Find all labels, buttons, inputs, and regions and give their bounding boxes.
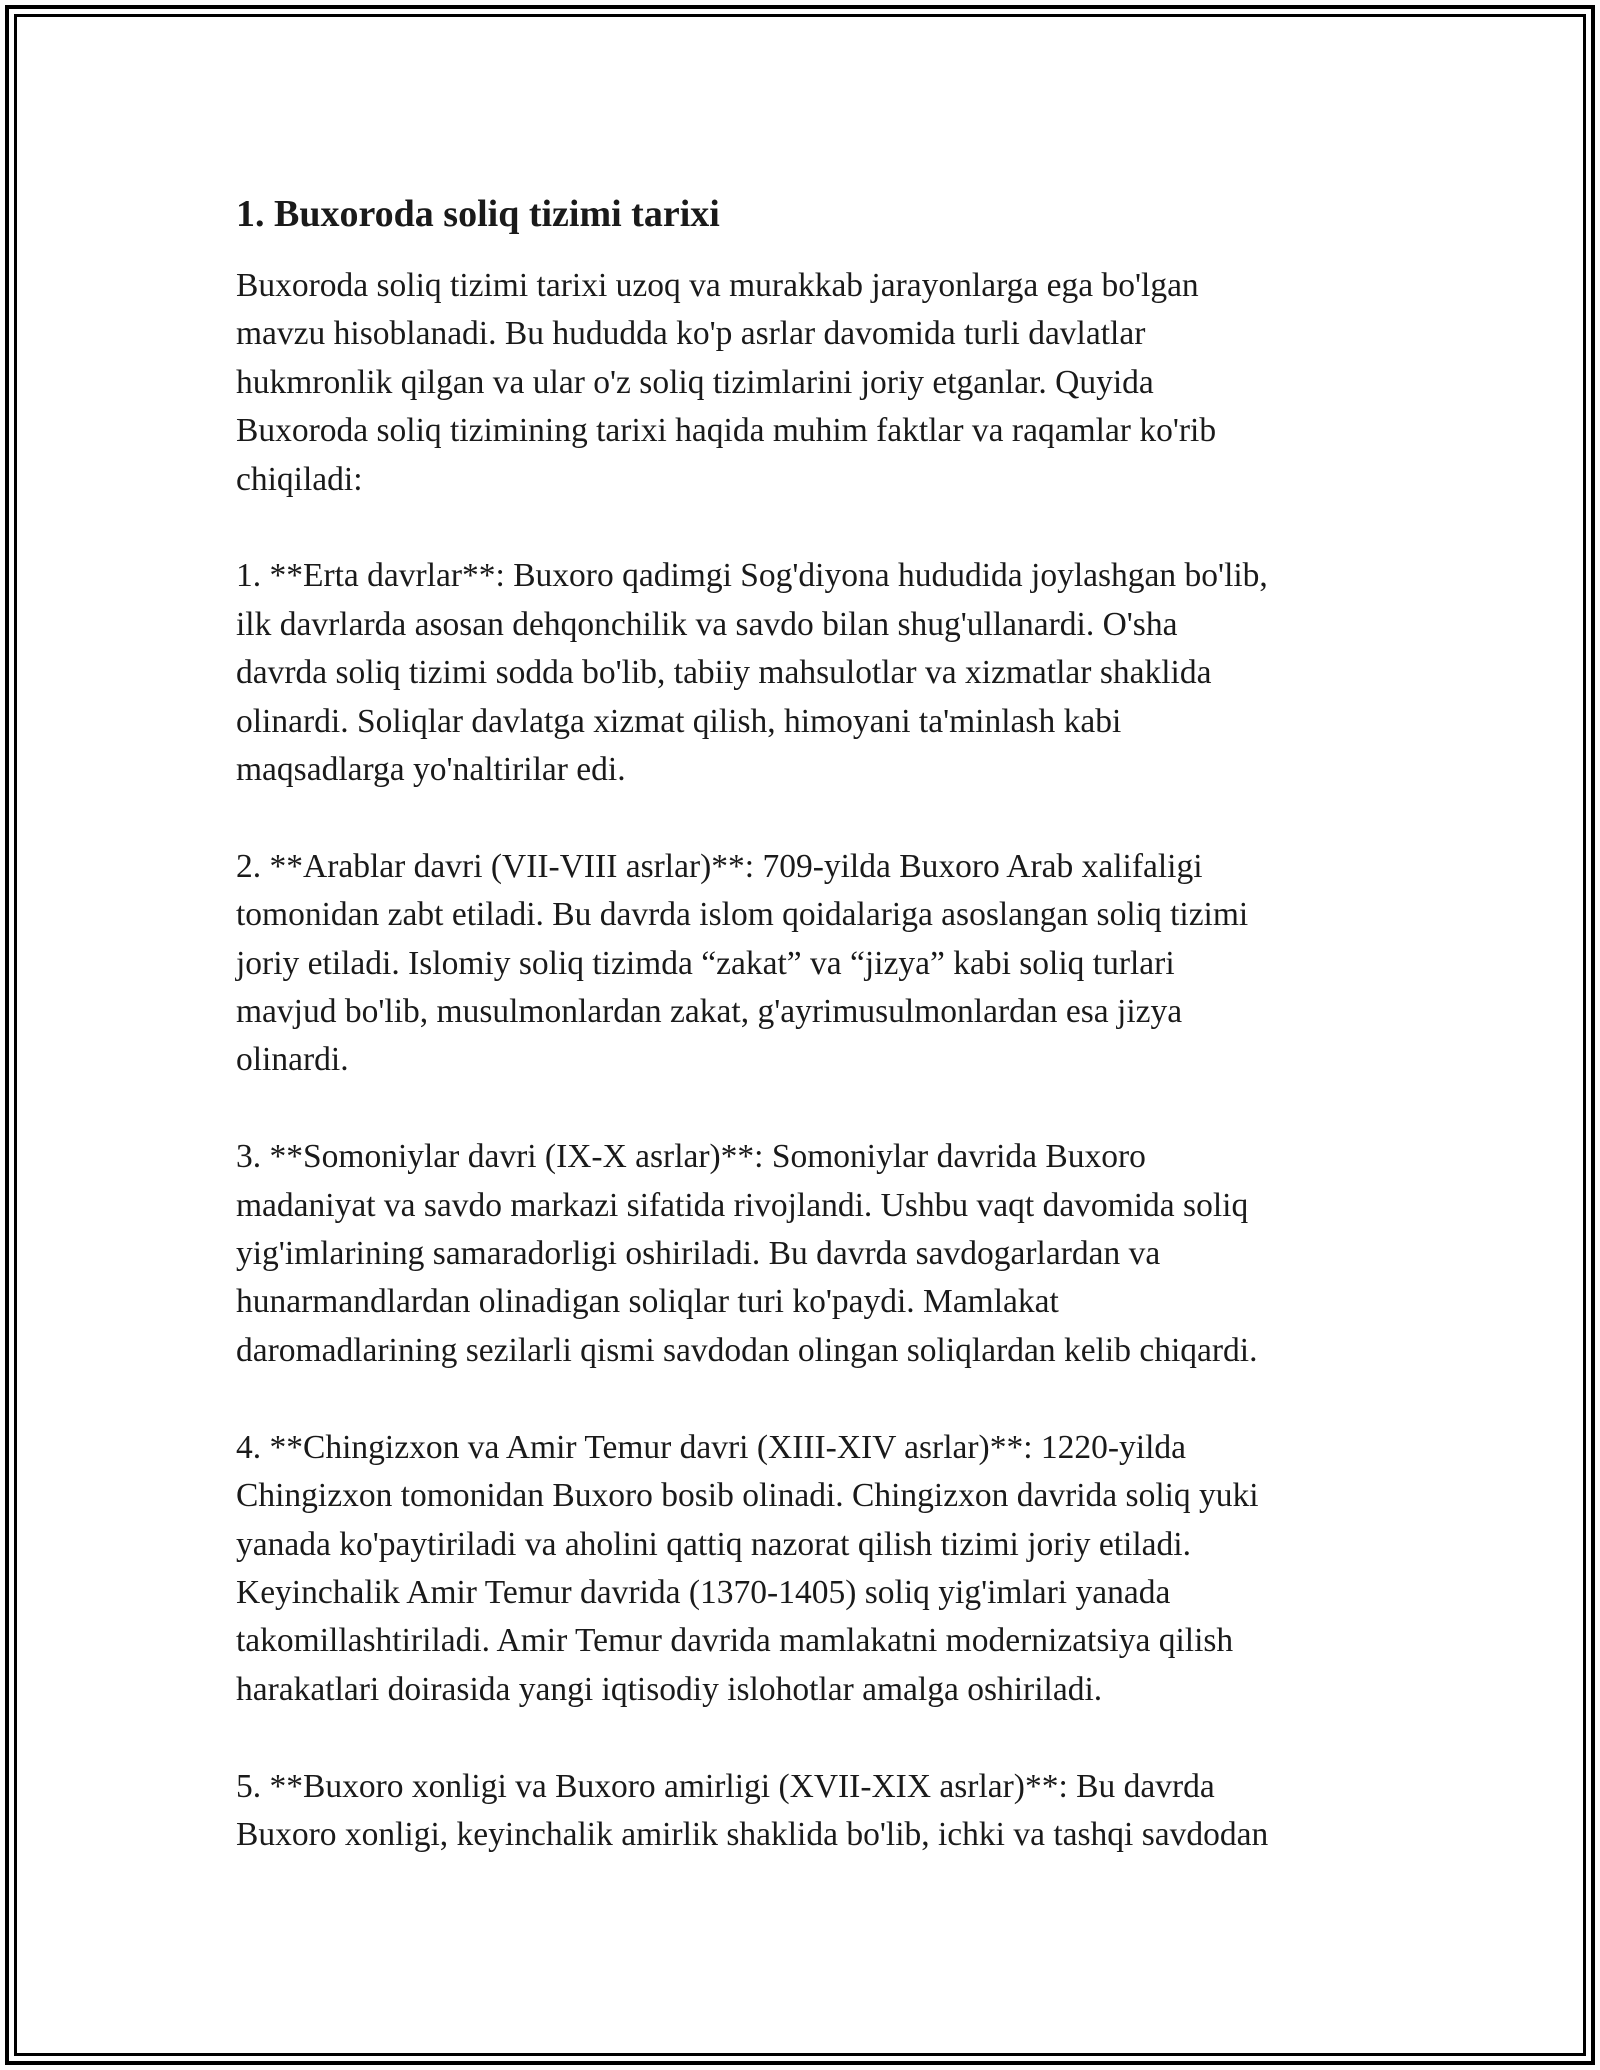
paragraph-intro: Buxoroda soliq tizimi tarixi uzoq va murakkab jarayonlarga ega bo'lgan mavzu hisoblanadi. Bu hududda ko'p asrlar davomida turli davlatlar hukmronlik qilgan va ular o'z soliq tizimlarini joriy etganlar. Quyida Buxoroda soliq tizimining tarixi haqida muhim faktlar va raqamlar ko'rib chiqiladi: (236, 267, 1217, 498)
paragraph-genghis-timur-period: 4. **Chingizxon va Amir Temur davri (XIII-XIV asrlar)**: 1220-yilda Chingizxon tomonidan Buxoro bosib olinadi. Chingizxon davrida soliq yuki yanada ko'paytiriladi va aholini qattiq nazorat qilish tizimi joriy etiladi. Keyinchalik Amir Temur davrida (1370-1405) soliq yig'imlari yanada takomillashtiriladi. Amir Temur davrida mamlakatni modernizatsiya qilish harakatlari doirasida yangi iqtisodiy islohotlar amalga oshiriladi. (236, 1428, 1259, 1708)
paragraph-arab-period: 2. **Arablar davri (VII-VIII asrlar)**: 709-yilda Buxoro Arab xalifaligi tomonidan zabt etiladi. Bu davrda islom qoidalariga asoslangan soliq tizimi joriy etiladi. Islomiy soliq tizimda “zakat” va “jizya” kabi soliq turlari mavjud bo'lib, musulmonlardan zakat, g'ayrimusulmonlardan esa jizya olinardi. (236, 847, 1249, 1079)
paragraph-early-periods: 1. **Erta davrlar**: Buxoro qadimgi Sog'diyona hududida joylashgan bo'lib, ilk davrlarda asosan dehqonchilik va savdo bilan shug'ullanardi. O'sha davrda soliq tizimi sodda bo'lib, tabiiy mahsulotlar va xizmatlar shaklida olinardi. Soliqlar davlatga xizmat qilish, himoyani ta'minlash kabi maqsadlarga yo'naltirilar edi. (236, 557, 1268, 789)
document-title: 1. Buxoroda soliq tizimi tarixi (236, 193, 720, 235)
document-body (236, 188, 1396, 1908)
paragraph-khanate-emirate-period: 5. **Buxoro xonligi va Buxoro amirligi (XVII-XIX asrlar)**: Bu davrda Buxoro xonligi, keyinchalik amirlik shaklida bo'lib, ichki va tashqi savdodan (236, 1767, 1269, 1853)
paragraph-samanid-period: 3. **Somoniylar davri (IX-X asrlar)**: Somoniylar davrida Buxoro madaniyat va savdo markazi sifatida rivojlandi. Ushbu vaqt davomida soliq yig'imlarining samaradorligi oshiriladi. Bu davrda savdogarlardan va hunarmandlardan olinadigan soliqlar turi ko'paydi. Mamlakat daromadlarining sezilarli qismi savdodan olingan soliqlardan kelib chiqardi. (236, 1138, 1258, 1369)
